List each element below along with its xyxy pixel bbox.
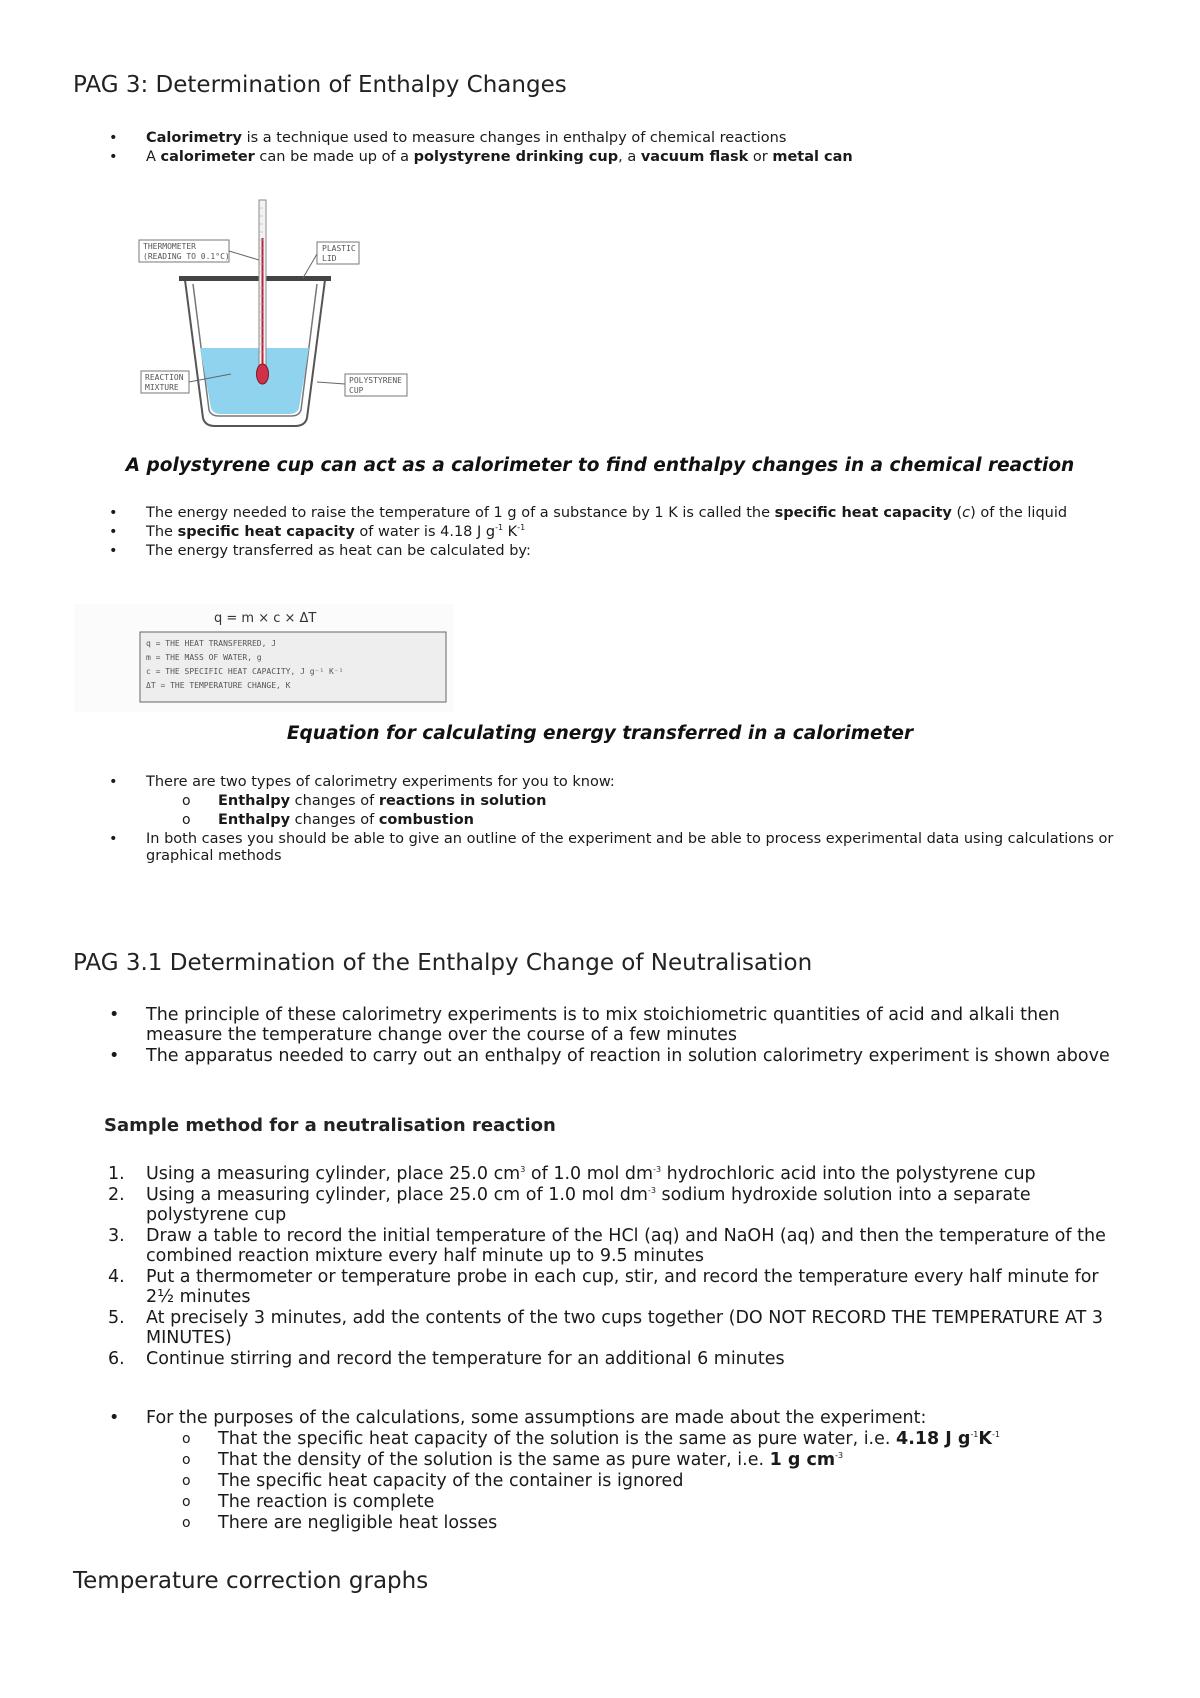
bullet-marker: • <box>109 831 118 847</box>
bullet-marker: • <box>109 1408 120 1428</box>
equation-formula: q = m × c × ΔT <box>214 611 317 626</box>
thermometer-label-line1: THERMOMETER <box>143 242 196 251</box>
sub-bullet-marker: o <box>182 812 191 828</box>
thermometer-label-line2: (READING TO 0.1°C) <box>143 252 230 261</box>
plastic-lid <box>179 276 331 281</box>
sub-list-item: o That the density of the solution is the same as pure water, i.e. 1 g $cm^{-3}$ <box>182 1450 844 1470</box>
sub-bullet-marker: o <box>182 1515 191 1531</box>
method-step: 3. Draw a table to record the initial temperature of the HCl (aq) and NaOH (aq) and then the temperature of the combined reaction mixture every half minute up to 9.5 minutes <box>108 1226 1106 1266</box>
list-item: • There are two types of calorimetry experiments for you to know: <box>109 774 615 790</box>
sub-bullet-marker: o <box>182 793 191 809</box>
mixture-label-line1: REACTION <box>145 373 184 382</box>
bullet-marker: • <box>109 149 118 165</box>
mixture-label-line2: MIXTURE <box>145 383 179 392</box>
calorimetry-types-list <box>0 774 1200 867</box>
assumptions-list <box>0 1408 1200 1534</box>
thermometer-bulb <box>257 364 269 384</box>
cup-label-line2: CUP <box>349 386 364 395</box>
cup-label-line1: POLYSTYRENE <box>349 376 402 385</box>
step-number: 1. <box>108 1164 125 1184</box>
cup-label-leader <box>317 382 345 384</box>
equation-legend-row: c = THE SPECIFIC HEAT CAPACITY, J g⁻¹ K⁻¹ <box>146 667 344 676</box>
method-step: 5. At precisely 3 minutes, add the contents of the two cups together (DO NOT RECORD THE TEMPERATURE AT 3 MINUTES) <box>108 1308 1104 1348</box>
sub-list-item: o The specific heat capacity of the container is ignored <box>182 1471 684 1491</box>
bullet-marker: • <box>109 774 118 790</box>
list-item: • For the purposes of the calculations, some assumptions are made about the experiment: <box>109 1408 927 1428</box>
method-heading: Sample method for a neutralisation reaction <box>104 1115 556 1136</box>
diagram-caption: A polystyrene cup can act as a calorimeter to find enthalpy changes in a chemical reaction <box>125 455 1075 476</box>
sub-bullet-marker: o <box>182 1473 191 1489</box>
equation-figure <box>74 604 454 712</box>
sub-list-item: o Enthalpy changes of combustion <box>182 812 474 828</box>
step-number: 4. <box>108 1267 125 1287</box>
list-item: • The principle of these calorimetry experiments is to mix stoichiometric quantities of acid and alkali then measure the temperature change over the course of a few minutes <box>109 1005 1060 1045</box>
equation-legend-row: ΔT = THE TEMPERATURE CHANGE, K <box>146 681 291 690</box>
section-title-pag3: PAG 3: Determination of Enthalpy Changes <box>73 72 567 98</box>
list-item: • The apparatus needed to carry out an enthalpy of reaction in solution calorimetry experiment is shown above <box>109 1046 1110 1066</box>
sub-list-item: o The reaction is complete <box>182 1492 435 1512</box>
bullet-marker: • <box>109 543 118 559</box>
bullet-marker: • <box>109 1005 120 1025</box>
section-title-pag3-1: PAG 3.1 Determination of the Enthalpy Change of Neutralisation <box>73 950 813 976</box>
step-number: 3. <box>108 1226 125 1246</box>
bullet-marker: • <box>109 505 118 521</box>
method-steps-list <box>0 1164 1200 1370</box>
equation-legend-row: q = THE HEAT TRANSFERRED, J <box>146 639 277 648</box>
step-number: 6. <box>108 1349 125 1369</box>
principle-bullet-list <box>0 1005 1200 1067</box>
list-item: • Calorimetry is a technique used to measure changes in enthalpy of chemical reactions <box>109 130 787 146</box>
section-title-temperature-correction: Temperature correction graphs <box>73 1568 429 1594</box>
lid-label-leader <box>303 254 317 278</box>
equation-legend-row: m = THE MASS OF WATER, g <box>146 653 262 662</box>
list-item: • The energy transferred as heat can be calculated by: <box>109 543 531 559</box>
bullet-marker: • <box>109 1046 120 1066</box>
water-fill <box>200 348 309 414</box>
calorimeter-diagram <box>135 198 415 438</box>
list-item: • A calorimeter can be made up of a polystyrene drinking cup, a vacuum flask or metal can <box>109 149 853 165</box>
bullet-marker: • <box>109 524 118 540</box>
lid-label-line1: PLASTIC <box>322 244 356 253</box>
method-step: 6. Continue stirring and record the temperature for an additional 6 minutes <box>108 1349 785 1369</box>
method-step: 2. Using a measuring cylinder, place 25.0 cm of 1.0 mol $dm^{-3}$ sodium hydroxide solution into a separate polystyrene cup <box>108 1185 1031 1225</box>
list-item: • The specific heat capacity of water is 4.18 J $g^{-1}$ $K^{-1}$ <box>109 523 526 540</box>
step-number: 2. <box>108 1185 125 1205</box>
lid-label-line2: LID <box>322 254 337 263</box>
bullet-marker: • <box>109 130 118 146</box>
thermometer-column <box>262 238 264 368</box>
sub-bullet-marker: o <box>182 1452 191 1468</box>
thermometer-label-leader <box>229 251 259 260</box>
method-step: 1. Using a measuring cylinder, place 25.0 $cm^3$ of 1.0 mol $dm^{-3}$ hydrochloric acid into the polystyrene cup <box>108 1164 1036 1184</box>
equation-caption: Equation for calculating energy transferred in a calorimeter <box>286 723 914 744</box>
sub-list-item: o There are negligible heat losses <box>182 1513 498 1533</box>
method-step: 4. Put a thermometer or temperature probe in each cup, stir, and record the temperature every half minute for 2½ minutes <box>108 1267 1099 1307</box>
list-item: • In both cases you should be able to give an outline of the experiment and be able to process experimental data using calculations or graphical methods <box>109 831 1114 864</box>
sub-bullet-marker: o <box>182 1494 191 1510</box>
sub-list-item: o That the specific heat capacity of the solution is the same as pure water, i.e. 4.18 J $g^{-1}K^{-1}$ <box>182 1429 1000 1449</box>
list-item: • The energy needed to raise the temperature of 1 g of a substance by 1 K is called the specific heat capacity (c) of the liquid <box>109 505 1068 521</box>
step-number: 5. <box>108 1308 125 1328</box>
sub-bullet-marker: o <box>182 1431 191 1447</box>
heat-capacity-bullet-list <box>0 505 1200 562</box>
sub-list-item: o Enthalpy changes of reactions in solution <box>182 793 547 809</box>
intro-bullet-list <box>0 130 1200 168</box>
